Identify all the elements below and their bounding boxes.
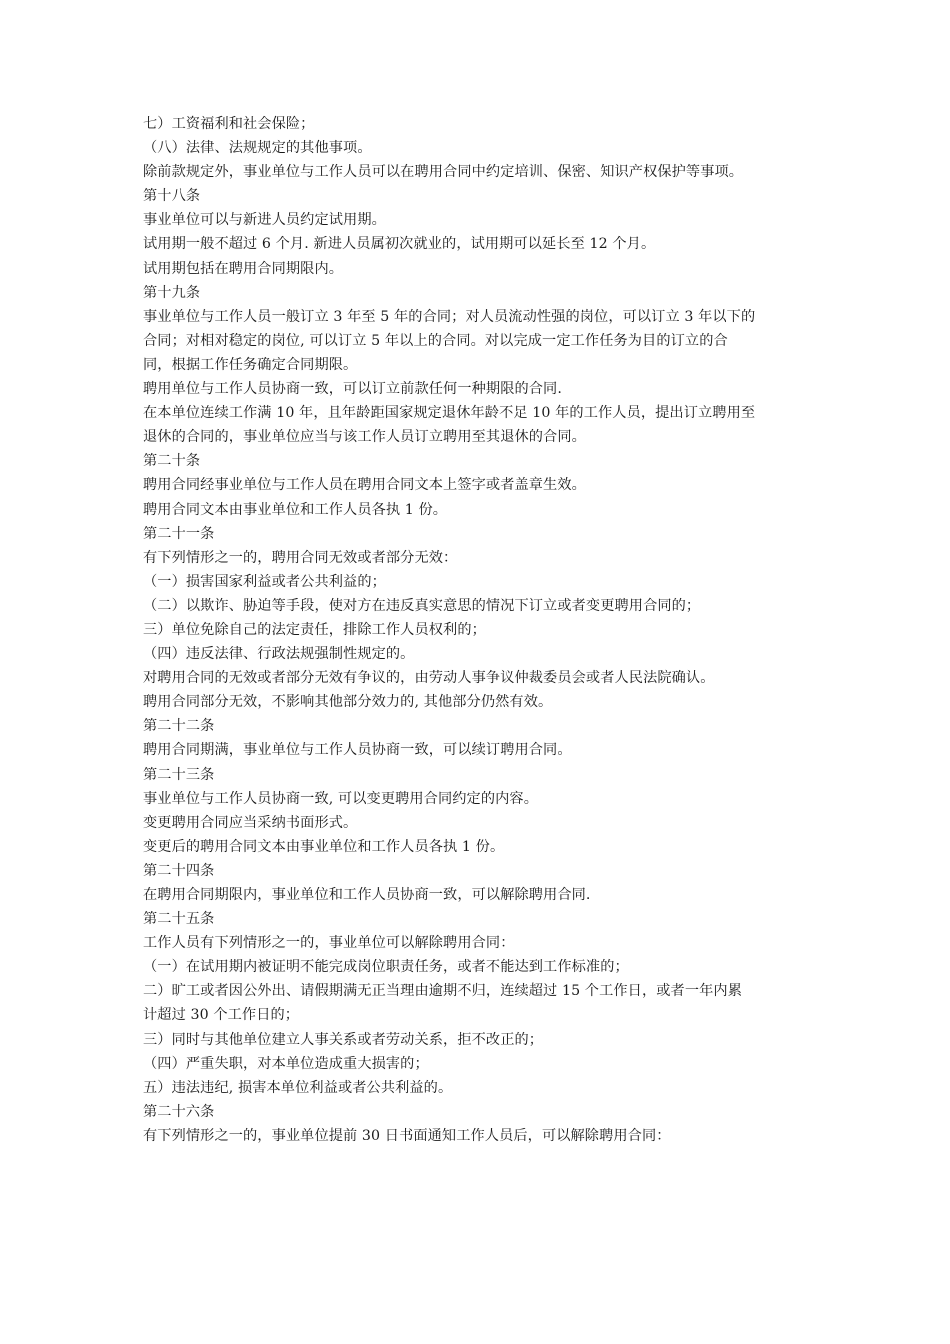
text-line: 除前款规定外，事业单位与工作人员可以在聘用合同中约定培训、保密、知识产权保护等事项。 <box>143 164 744 181</box>
text-line: （八）法律、法规规定的其他事项。 <box>143 140 372 157</box>
text-line: 事业单位与工作人员协商一致, 可以变更聘用合同约定的内容。 <box>143 790 538 807</box>
text-line: 事业单位可以与新进人员约定试用期。 <box>143 212 386 229</box>
text-line: （一）在试用期内被证明不能完成岗位职责任务，或者不能达到工作标准的； <box>143 959 629 976</box>
text-line: 计超过 30 个工作日的； <box>143 1007 300 1024</box>
text-line: 变更后的聘用合同文本由事业单位和工作人员各执 1 份。 <box>143 838 505 855</box>
article-heading: 第二十五条 <box>143 911 215 928</box>
text-line: 三）单位免除自己的法定责任，排除工作人员权利的； <box>143 621 486 638</box>
article-heading: 第二十条 <box>143 453 201 470</box>
text-line: 有下列情形之一的，事业单位提前 30 日书面通知工作人员后，可以解除聘用合同： <box>143 1127 671 1144</box>
text-line: （一）损害国家利益或者公共利益的； <box>143 573 386 590</box>
text-line: 工作人员有下列情形之一的，事业单位可以解除聘用合同： <box>143 935 515 952</box>
document-body <box>143 112 823 1148</box>
text-line: 合同；对相对稳定的岗位, 可以订立 5 年以上的合同。对以完成一定工作任务为目的订立的合 <box>143 332 728 349</box>
text-line: 聘用合同经事业单位与工作人员在聘用合同文本上签字或者盖章生效。 <box>143 477 586 494</box>
text-line: （四）违反法律、行政法规强制性规定的。 <box>143 646 415 663</box>
article-heading: 第十九条 <box>143 284 201 301</box>
text-line: 事业单位与工作人员一般订立 3 年至 5 年的合同；对人员流动性强的岗位，可以订立 3 年以下的 <box>143 308 756 325</box>
text-line: 在聘用合同期限内，事业单位和工作人员协商一致，可以解除聘用合同. <box>143 887 591 903</box>
text-line: 退休的合同的，事业单位应当与该工作人员订立聘用至其退休的合同。 <box>143 429 586 446</box>
text-line: 变更聘用合同应当采纳书面形式。 <box>143 814 358 831</box>
text-line: 三）同时与其他单位建立人事关系或者劳动关系，拒不改正的； <box>143 1031 544 1048</box>
text-line: 二）旷工或者因公外出、请假期满无正当理由逾期不归，连续超过 15 个工作日，或者一年内累 <box>143 983 742 1000</box>
text-line: 试用期包括在聘用合同期限内。 <box>143 260 344 277</box>
article-heading: 第二十四条 <box>143 862 215 879</box>
text-line: （二）以欺诈、胁迫等手段，使对方在违反真实意思的情况下订立或者变更聘用合同的； <box>143 597 701 614</box>
text-line: 试用期一般不超过 6 个月. 新进人员属初次就业的，试用期可以延长至 12 个月。 <box>143 236 656 253</box>
text-line: 聘用合同期满，事业单位与工作人员协商一致，可以续订聘用合同。 <box>143 742 572 759</box>
text-line: （四）严重失职，对本单位造成重大损害的； <box>143 1055 429 1072</box>
article-heading: 第二十二条 <box>143 718 215 735</box>
text-line: 聘用合同文本由事业单位和工作人员各执 1 份。 <box>143 501 448 518</box>
text-line: 七）工资福利和社会保险； <box>143 116 315 132</box>
text-line: 对聘用合同的无效或者部分无效有争议的，由劳动人事争议仲裁委员会或者人民法院确认。 <box>143 670 715 687</box>
text-line: 聘用合同部分无效，不影响其他部分效力的, 其他部分仍然有效。 <box>143 694 553 711</box>
text-line: 有下列情形之一的，聘用合同无效或者部分无效： <box>143 549 458 566</box>
text-line: 同，根据工作任务确定合同期限。 <box>143 356 358 373</box>
text-line: 聘用单位与工作人员协商一致，可以订立前款任何一种期限的合同. <box>143 381 562 398</box>
text-line: 在本单位连续工作满 10 年，且年龄距国家规定退休年龄不足 10 年的工作人员，提出订立聘用至 <box>143 405 756 422</box>
article-heading: 第十八条 <box>143 188 201 205</box>
article-heading: 第二十六条 <box>143 1103 215 1120</box>
article-heading: 第二十一条 <box>143 525 215 542</box>
text-line: 五）违法违纪, 损害本单位利益或者公共利益的。 <box>143 1079 453 1096</box>
article-heading: 第二十三条 <box>143 766 215 783</box>
